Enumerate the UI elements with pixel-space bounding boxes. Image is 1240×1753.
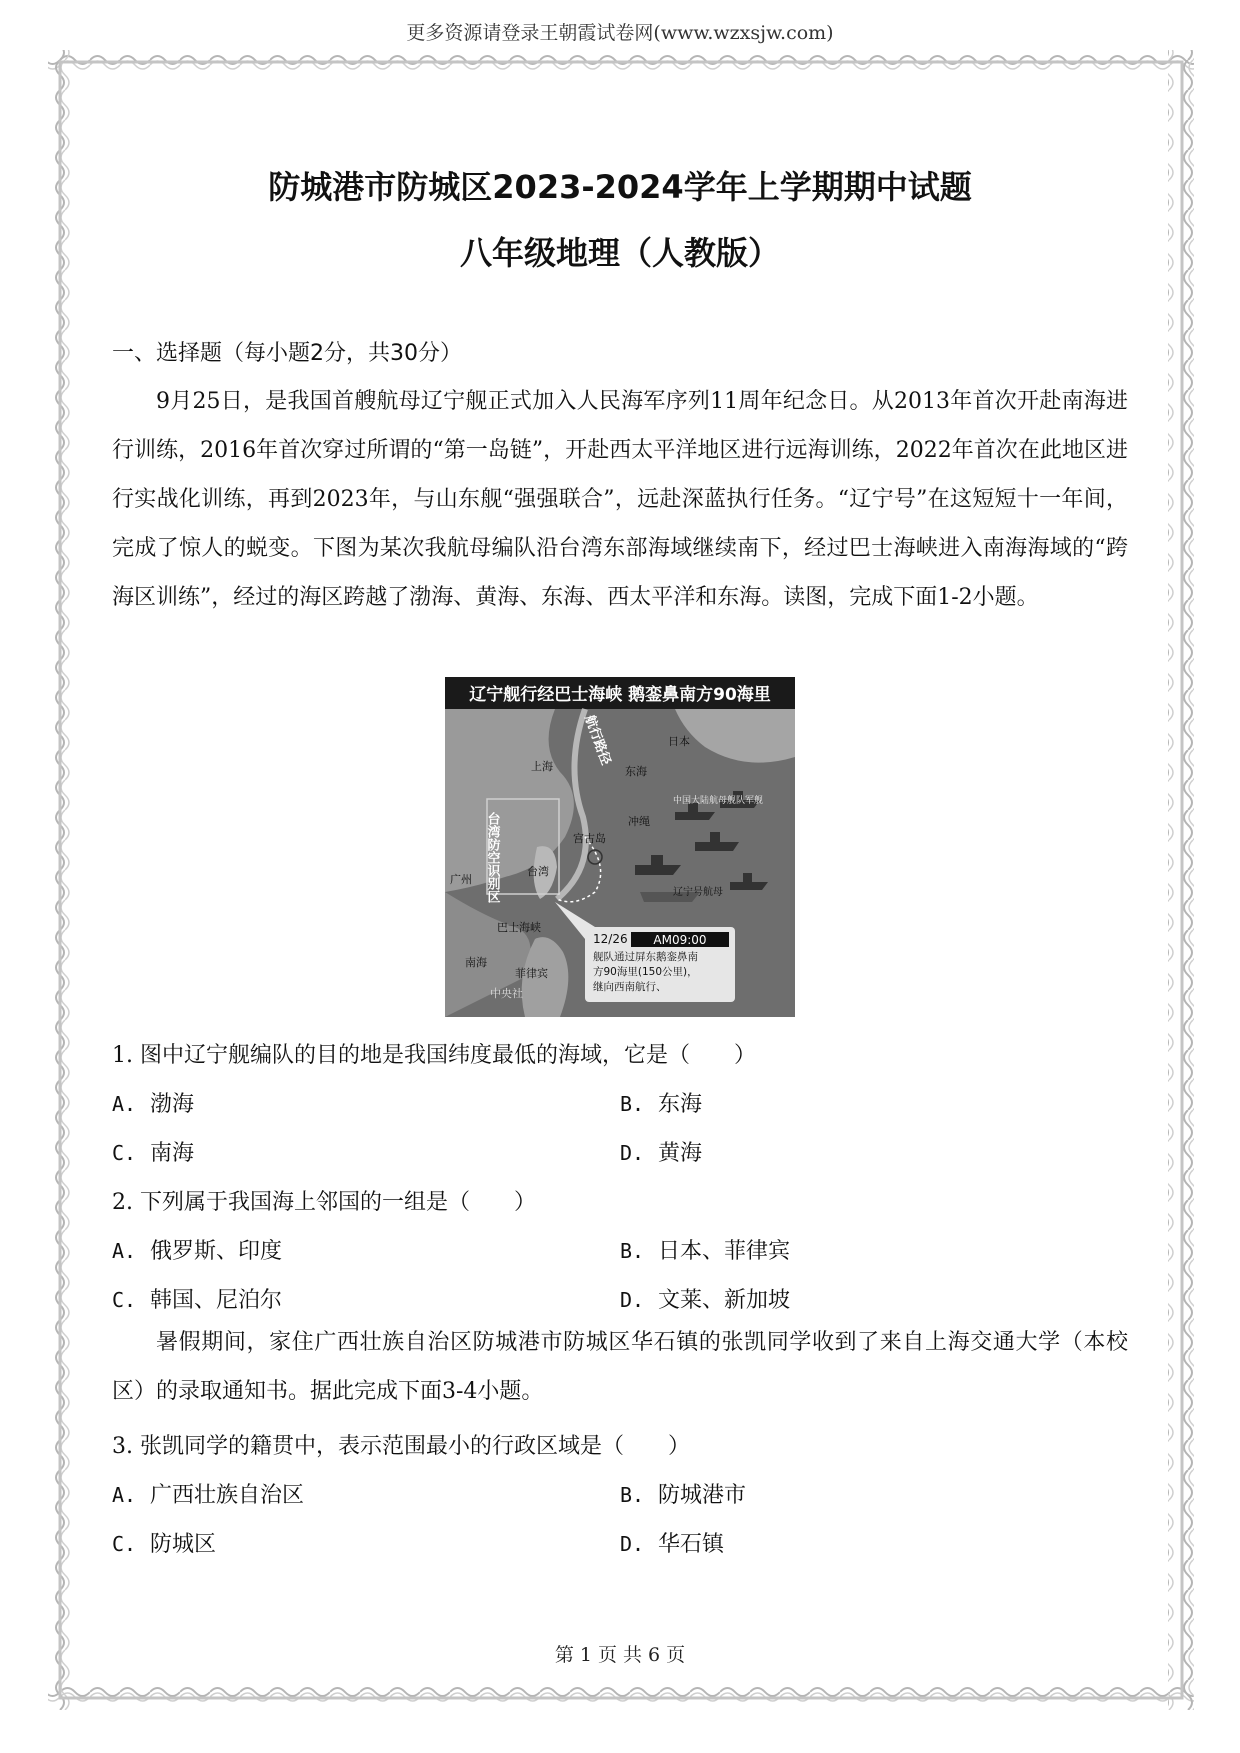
option-text: 东海 (658, 1092, 703, 1117)
question-2-option-a (112, 1234, 282, 1265)
option-text: 防城港市 (658, 1483, 747, 1508)
option-letter: B. (620, 1483, 645, 1507)
option-text: 韩国、尼泊尔 (150, 1288, 283, 1313)
option-letter: C. (112, 1532, 137, 1556)
map-image (445, 677, 795, 1017)
question-2-option-b (620, 1234, 790, 1265)
label-route: 航行路径 (581, 713, 614, 768)
question-1-option-d (620, 1136, 702, 1167)
callout-time: AM09:00 (653, 933, 707, 947)
page-number-footer: 第 1 页 共 6 页 (554, 1644, 686, 1666)
callout-line-1: 舰队通过屏东鹅銮鼻南 (593, 951, 698, 963)
option-letter: C. (112, 1288, 137, 1312)
question-2-option-c (112, 1283, 282, 1314)
label-bashi: 巴士海峡 (497, 921, 541, 934)
question-3-option-d (620, 1527, 724, 1558)
option-text: 文莱、新加坡 (658, 1288, 791, 1313)
passage-2: 暑假期间，家住广西壮族自治区防城港市防城区华石镇的张凯同学收到了来自上海交通大学（本校区）的录取通知书。据此完成下面3-4小题。 (112, 1330, 1128, 1404)
option-letter: D. (620, 1141, 645, 1165)
question-3-option-c (112, 1527, 216, 1558)
option-text: 华石镇 (658, 1532, 725, 1557)
question-1-option-c (112, 1136, 194, 1167)
option-letter: A. (112, 1239, 137, 1263)
option-letter: A. (112, 1483, 137, 1507)
label-shanghai: 上海 (531, 760, 553, 773)
question-3-stem: 3. 张凯同学的籍贯中，表示范围最小的行政区域是（ ） (112, 1434, 690, 1459)
label-liaoning: 辽宁号航母 (673, 887, 723, 898)
label-okinawa: 冲绳 (628, 815, 650, 828)
option-letter: C. (112, 1141, 137, 1165)
question-3-option-b (620, 1478, 746, 1509)
question-1-option-b (620, 1087, 702, 1118)
option-text: 渤海 (150, 1092, 195, 1117)
section-heading: 一、选择题（每小题2分，共30分） (112, 341, 462, 366)
option-letter: B. (620, 1239, 645, 1263)
question-1-option-a (112, 1087, 194, 1118)
callout-line-2: 方90海里(150公里)， (593, 966, 698, 978)
option-text: 黄海 (658, 1141, 703, 1166)
option-letter: B. (620, 1092, 645, 1116)
label-donghai: 东海 (625, 765, 647, 778)
callout-line-3: 继向西南航行、 (593, 981, 667, 993)
option-text: 广西壮族自治区 (150, 1483, 305, 1508)
option-letter: D. (620, 1532, 645, 1556)
top-banner: 更多资源请登录王朝霞试卷网(www.wzxsjw.com) (406, 22, 834, 44)
question-2-stem: 2. 下列属于我国海上邻国的一组是（ ） (112, 1190, 536, 1215)
label-agency: 中央社 (490, 987, 523, 1000)
label-guangzhou: 广州 (450, 873, 472, 886)
label-taiwan: 台湾 (527, 865, 549, 878)
question-1-stem: 1. 图中辽宁舰编队的目的地是我国纬度最低的海域，它是（ ） (112, 1043, 756, 1068)
option-letter: D. (620, 1288, 645, 1312)
question-2-option-d (620, 1283, 790, 1314)
label-adiz: 台湾防空识别区 (484, 812, 500, 903)
option-letter: A. (112, 1092, 137, 1116)
option-text: 日本、菲律宾 (658, 1239, 791, 1264)
label-nanhai: 南海 (465, 956, 487, 969)
exam-subtitle: 八年级地理（人教版） (459, 234, 780, 272)
callout-date: 12/26 (593, 932, 628, 946)
passage-1: 9月25日，是我国首艘航母辽宁舰正式加入人民海军序列11周年纪念日。从2013年首次开赴南海进行训练，2016年首次穿过所谓的“第一岛链”，开赴西太平洋地区进行远海训练，2022年首次在此地区进行实战化训练，再到2023年，与山东舰“强强联合”，远赴深蓝执行任务。“辽宁号”在这短短十一年间，完成了惊人的蜕变。下图为某次我航母编队沿台湾东部海域继续南下，经过巴士海峡进入南海海域的“跨海区训练”，经过的海区跨越了渤海、黄海、东海、西太平洋和东海。读图，完成下面1-2小题。 (112, 389, 1128, 610)
navigation-map-figure (445, 677, 795, 1017)
label-miyako: 宫古岛 (573, 832, 606, 845)
label-japan: 日本 (668, 735, 690, 748)
label-philippines: 菲律宾 (515, 967, 548, 980)
map-title: 辽宁舰行经巴士海峡 鹅銮鼻南方90海里 (469, 685, 771, 705)
label-fleet: 中国大陆航母舰队军舰 (673, 796, 764, 806)
exam-title: 防城港市防城区2023-2024学年上学期期中试题 (268, 168, 972, 206)
option-text: 防城区 (150, 1532, 217, 1557)
option-text: 俄罗斯、印度 (150, 1239, 283, 1264)
option-text: 南海 (150, 1141, 195, 1166)
question-3-option-a (112, 1478, 304, 1509)
